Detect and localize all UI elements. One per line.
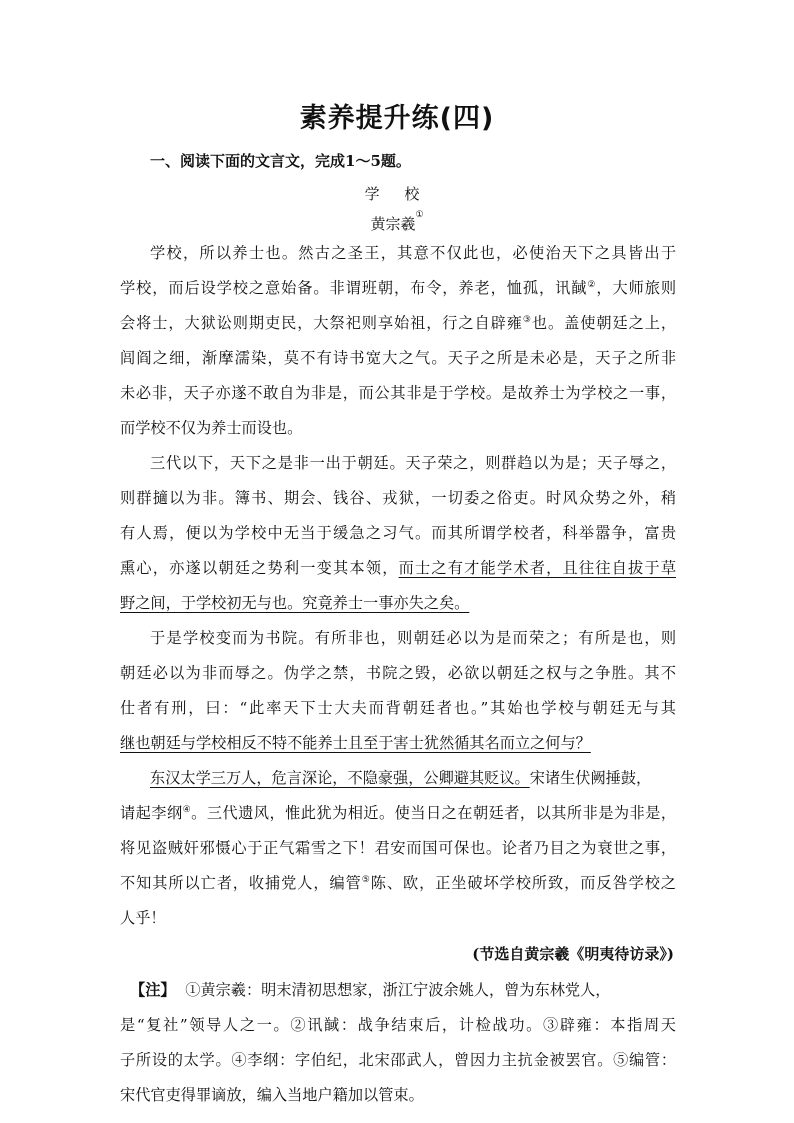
paragraph-2-line-4 bbox=[120, 558, 676, 579]
paragraph-4-line-3: 将见盗贼奸邪慑心于正气霜雪之下！君安而国可保也。论者乃目之为衰世之事， bbox=[120, 839, 676, 857]
notes-line-3: 子所设的太学。④李纲：字伯纪，北宋邵武人，曾因力主抗金被罢官。⑤编管： bbox=[120, 1051, 676, 1069]
paragraph-2-line-2: 则群擿以为非。簿书、期会、钱谷、戎狱，一切委之俗吏。时风众势之外，稍 bbox=[120, 489, 676, 507]
paragraph-3-line-3 bbox=[120, 698, 676, 719]
question-prompt: 一、阅读下面的文言文，完成1～5题。 bbox=[150, 152, 411, 170]
text-span: 会将士，大狱讼则期吏民，大祭祀则享始祖，行之自辟雍 bbox=[120, 314, 523, 332]
paragraph-1-line-2 bbox=[120, 278, 676, 299]
page-title: 素养提升练(四) bbox=[299, 103, 495, 134]
author-footnote-marker: ① bbox=[415, 210, 424, 220]
paragraph-4-line-4 bbox=[120, 873, 676, 894]
paragraph-4-line-2 bbox=[120, 803, 676, 824]
paragraph-2-line-3: 有人焉，便以为学校中无当于缓急之习气。而其所谓学校者，科举嚣争，富贵 bbox=[120, 524, 676, 542]
text-span: 学校，而后设学校之意始备。非谓班朝，布令，养老，恤孤，讯馘 bbox=[120, 279, 588, 297]
text-span: 宋诸生伏阙捶鼓， bbox=[529, 769, 652, 787]
text-span: 不知其所以亡者，收捕党人，编管 bbox=[120, 874, 362, 892]
paragraph-1-line-4: 闾阎之细，渐摩濡染，莫不有诗书宽大之气。天子之所是未必是，天子之所非 bbox=[120, 349, 676, 367]
passage-author bbox=[0, 210, 794, 234]
underlined-sentence: 而士之有才能学术者，且往往自拔于草 bbox=[398, 559, 677, 577]
notes-line-1 bbox=[130, 980, 676, 1001]
underlined-sentence: 继也朝廷与学校相反不特不能养士且至于害士犹然循其名而立之何与？ bbox=[120, 734, 591, 752]
underlined-sentence: 野之间，于学校初无与也。究竟养士一事亦失之矣。 bbox=[120, 594, 470, 612]
notes-label: 【注】 bbox=[130, 981, 176, 999]
author-name: 黄宗羲 bbox=[370, 215, 416, 233]
source-citation: (节选自黄宗羲《明夷待访录》) bbox=[472, 945, 674, 963]
footnote-marker: ④ bbox=[182, 805, 192, 815]
paragraph-3-line-4 bbox=[120, 733, 676, 754]
paragraph-3-line-1: 于是学校变而为书院。有所非也，则朝廷必以为是而荣之；有所是也，则 bbox=[150, 629, 676, 647]
paragraph-4-line-1 bbox=[150, 768, 676, 789]
text-span: ，大师旅则 bbox=[596, 279, 677, 297]
notes-line-4: 宋代官吏得罪谪放，编入当地户籍加以管束。 bbox=[120, 1086, 424, 1104]
paragraph-2-line-5 bbox=[120, 593, 676, 614]
paragraph-4-line-5: 人乎！ bbox=[120, 909, 166, 927]
underlined-sentence: 东汉太学三万人，危言深论，不隐豪强，公卿避其贬议。 bbox=[150, 769, 530, 787]
paragraph-1-line-5: 未必非，天子亦遂不敢自为非是，而公其非是于学校。是故养士为学校之一事， bbox=[120, 384, 676, 402]
paragraph-1-line-6: 而学校不仅为养士而设也。 bbox=[120, 419, 303, 437]
text-span: 。三代遗风，惟此犹为相近。使当日之在朝廷者，以其所非是为非是， bbox=[191, 804, 677, 822]
notes-line-2: 是“复社”领导人之一。②讯馘：战争结束后，计检战功。③辟雍：本指周天 bbox=[120, 1016, 676, 1034]
text-span: 陈、欧，正坐破坏学校所致，而反咎学校之 bbox=[370, 874, 676, 892]
passage-title: 学 校 bbox=[364, 185, 430, 203]
paragraph-2-line-1: 三代以下，天下之是非一出于朝廷。天子荣之，则群趋以为是；天子辱之， bbox=[150, 454, 676, 472]
footnote-marker: ② bbox=[587, 280, 597, 290]
text-span: ①黄宗羲：明末清初思想家，浙江宁波余姚人，曾为东林党人， bbox=[185, 981, 611, 999]
text-span: 仕者有刑，曰：“此率天下士大夫而背朝廷者也。”其始也学校与朝廷无与其 bbox=[120, 699, 676, 717]
paragraph-3-line-2: 朝廷必以为非而辱之。伪学之禁，书院之毁，必欲以朝廷之权与之争胜。其不 bbox=[120, 664, 676, 682]
paragraph-1-line-1: 学校，所以养士也。然古之圣王，其意不仅此也，必使治天下之具皆出于 bbox=[150, 244, 676, 262]
text-span: 请起李纲 bbox=[120, 804, 183, 822]
text-span: 熏心，亦遂以朝廷之势利一变其本领， bbox=[120, 559, 399, 577]
paragraph-1-line-3 bbox=[120, 313, 676, 334]
text-span: 也。盖使朝廷之上， bbox=[531, 314, 677, 332]
footnote-marker: ③ bbox=[522, 315, 532, 325]
footnote-marker: ⑤ bbox=[361, 875, 371, 885]
